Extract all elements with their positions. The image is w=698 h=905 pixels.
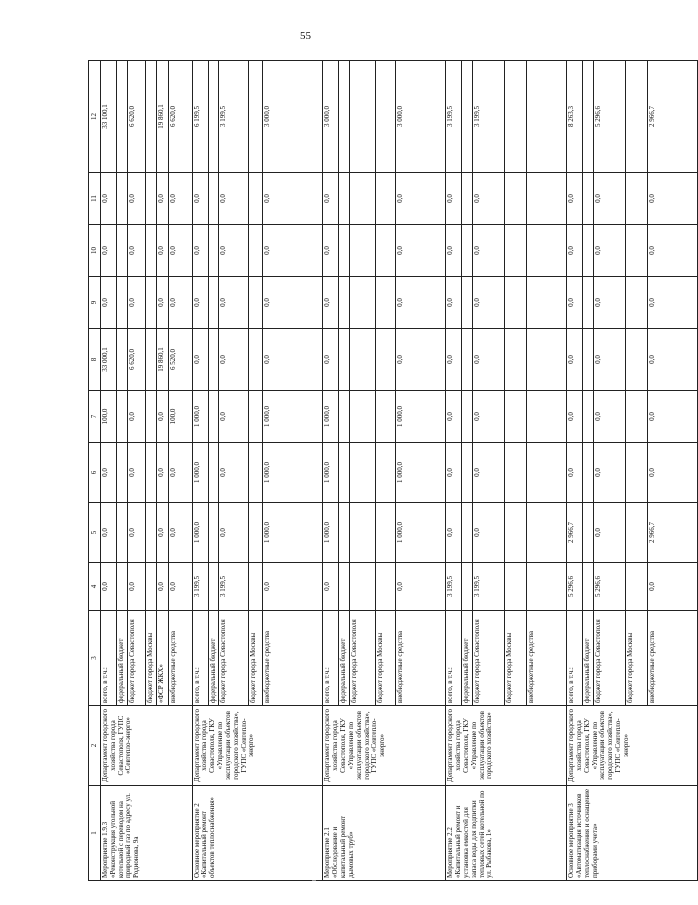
value-cell	[117, 503, 128, 563]
value-cell: 0,0	[192, 329, 208, 391]
value-cell: 1 000,0	[263, 443, 323, 503]
value-cell: 0,0	[567, 391, 583, 443]
value-cell: 0,0	[127, 443, 145, 503]
value-cell: 0,0	[263, 277, 323, 329]
value-cell: 0,0	[263, 225, 323, 277]
value-cell: 0,0	[647, 329, 697, 391]
value-cell	[249, 503, 263, 563]
value-cell	[625, 173, 647, 225]
header-cell: 9	[89, 277, 101, 329]
value-cell	[249, 443, 263, 503]
header-cell: 12	[89, 61, 101, 173]
value-cell	[505, 391, 527, 443]
value-cell	[583, 443, 594, 503]
value-cell: 3 000,0	[263, 61, 323, 173]
funding-source: бюджет города Севастополя	[593, 611, 625, 706]
value-cell	[339, 391, 350, 443]
value-cell	[505, 277, 527, 329]
value-cell: 0,0	[323, 329, 339, 391]
value-cell: 1 000,0	[396, 391, 446, 443]
value-cell	[505, 563, 527, 611]
value-cell	[527, 329, 567, 391]
value-cell	[505, 225, 527, 277]
value-cell	[505, 173, 527, 225]
value-cell: 0,0	[101, 563, 117, 611]
value-cell: 3 199,5	[219, 563, 249, 611]
value-cell: 1 000,0	[263, 503, 323, 563]
value-cell: 0,0	[156, 503, 168, 563]
value-cell: 0,0	[593, 443, 625, 503]
value-cell	[350, 329, 376, 391]
value-cell: 3 199,5	[446, 61, 462, 173]
table-row	[446, 61, 462, 881]
value-cell: 0,0	[101, 173, 117, 225]
value-cell	[376, 503, 396, 563]
value-cell	[527, 443, 567, 503]
value-cell: 0,0	[446, 329, 462, 391]
value-cell	[625, 225, 647, 277]
value-cell: 0,0	[168, 277, 192, 329]
funding-source: федеральный бюджет	[208, 611, 219, 706]
table-row	[323, 61, 339, 881]
value-cell: 0,0	[446, 503, 462, 563]
value-cell: 2 966,7	[647, 61, 697, 173]
value-cell	[625, 277, 647, 329]
value-cell	[583, 61, 594, 173]
value-cell	[117, 173, 128, 225]
value-cell	[625, 391, 647, 443]
value-cell	[462, 277, 473, 329]
value-cell: 3 199,5	[192, 563, 208, 611]
value-cell	[505, 329, 527, 391]
value-cell: 3 199,5	[473, 61, 505, 173]
activity-name: Основное мероприятие 3 «Автоматизация источников теплоснабжения и оснащение приборами учета»	[567, 786, 698, 881]
value-cell: 0,0	[647, 563, 697, 611]
value-cell: 0,0	[446, 225, 462, 277]
value-cell	[339, 563, 350, 611]
activity-name: Основное мероприятие 2 «Капитальный ремонт объектов теплоснабжения»	[192, 786, 323, 881]
value-cell	[145, 225, 156, 277]
value-cell: 0,0	[219, 277, 249, 329]
value-cell: 5 296,6	[593, 563, 625, 611]
value-cell: 0,0	[323, 173, 339, 225]
value-cell	[462, 225, 473, 277]
value-cell: 1 000,0	[192, 503, 208, 563]
value-cell	[462, 173, 473, 225]
value-cell: 6 520,0	[168, 329, 192, 391]
header-cell: 5	[89, 503, 101, 563]
value-cell	[462, 563, 473, 611]
value-cell: 0,0	[219, 173, 249, 225]
value-cell: 2 966,7	[567, 503, 583, 563]
value-cell: 1 000,0	[323, 443, 339, 503]
value-cell: 0,0	[101, 277, 117, 329]
value-cell: 0,0	[593, 173, 625, 225]
value-cell	[527, 277, 567, 329]
header-cell: 4	[89, 563, 101, 611]
value-cell	[505, 61, 527, 173]
funding-source: федеральный бюджет	[462, 611, 473, 706]
value-cell	[249, 391, 263, 443]
funding-source: бюджет города Севастополя	[127, 611, 145, 706]
value-cell	[527, 503, 567, 563]
value-cell: 1 000,0	[323, 391, 339, 443]
value-cell: 0,0	[156, 391, 168, 443]
value-cell: 5 296,6	[593, 61, 625, 173]
value-cell: 0,0	[219, 443, 249, 503]
value-cell: 0,0	[168, 563, 192, 611]
value-cell: 0,0	[219, 225, 249, 277]
value-cell	[117, 329, 128, 391]
value-cell: 0,0	[263, 329, 323, 391]
header-cell: 6	[89, 443, 101, 503]
value-cell: 0,0	[101, 503, 117, 563]
activity-name: Мероприятие 2.1 «Обследование и капитальный ремонт дымовых труб»	[323, 786, 446, 881]
value-cell	[625, 61, 647, 173]
value-cell	[145, 173, 156, 225]
funding-source: «ФСР ЖКХ»	[156, 611, 168, 706]
value-cell: 3 199,5	[473, 563, 505, 611]
value-cell	[145, 503, 156, 563]
value-cell	[583, 225, 594, 277]
funding-source: бюджет города Севастополя	[350, 611, 376, 706]
value-cell: 100,0	[168, 391, 192, 443]
value-cell: 5 296,6	[567, 563, 583, 611]
funding-source: всего, в т.ч.:	[323, 611, 339, 706]
funding-source: федеральный бюджет	[117, 611, 128, 706]
value-cell: 100,0	[101, 391, 117, 443]
value-cell: 0,0	[168, 443, 192, 503]
value-cell	[583, 277, 594, 329]
value-cell: 1 000,0	[323, 503, 339, 563]
value-cell: 0,0	[219, 503, 249, 563]
value-cell: 0,0	[396, 173, 446, 225]
value-cell: 0,0	[127, 225, 145, 277]
value-cell	[249, 173, 263, 225]
value-cell	[462, 61, 473, 173]
value-cell: 0,0	[168, 173, 192, 225]
value-cell	[249, 277, 263, 329]
value-cell: 0,0	[101, 443, 117, 503]
value-cell: 0,0	[446, 391, 462, 443]
value-cell: 0,0	[263, 173, 323, 225]
value-cell	[145, 443, 156, 503]
value-cell	[376, 277, 396, 329]
value-cell: 0,0	[473, 329, 505, 391]
value-cell	[625, 443, 647, 503]
value-cell	[208, 277, 219, 329]
value-cell: 0,0	[567, 225, 583, 277]
value-cell	[462, 503, 473, 563]
value-cell: 2 966,7	[647, 503, 697, 563]
funding-source: бюджет города Севастополя	[473, 611, 505, 706]
value-cell: 8 263,3	[567, 61, 583, 173]
funding-source: внебюджетные средства	[527, 611, 567, 706]
value-cell: 0,0	[192, 277, 208, 329]
value-cell	[339, 443, 350, 503]
value-cell: 0,0	[593, 329, 625, 391]
value-cell	[583, 503, 594, 563]
value-cell: 0,0	[647, 225, 697, 277]
header-cell: 3	[89, 611, 101, 706]
value-cell: 0,0	[156, 443, 168, 503]
funding-source: внебюджетные средства	[647, 611, 697, 706]
value-cell	[145, 329, 156, 391]
value-cell	[350, 391, 376, 443]
funding-source: внебюджетные средства	[263, 611, 323, 706]
value-cell: 0,0	[219, 329, 249, 391]
page-mark	[312, 880, 316, 881]
value-cell: 6 199,5	[192, 61, 208, 173]
value-cell: 0,0	[473, 503, 505, 563]
executor: Департамент городского хозяйства города Севастополя, ГУПС «Севтепло-энерго»	[101, 706, 193, 786]
value-cell: 0,0	[593, 503, 625, 563]
value-cell: 19 860,1	[156, 61, 168, 173]
executor: Департамент городского хозяйства города Севастополя, ГКУ «Управление по эксплуатации объектов городского хозяйства», ГУПС «Севтепло-энерго»	[192, 706, 323, 786]
header-cell: 10	[89, 225, 101, 277]
value-cell: 0,0	[473, 277, 505, 329]
value-cell	[583, 391, 594, 443]
value-cell	[208, 61, 219, 173]
value-cell: 3 199,5	[446, 563, 462, 611]
value-cell	[350, 61, 376, 173]
value-cell: 0,0	[127, 391, 145, 443]
value-cell	[208, 329, 219, 391]
value-cell: 0,0	[473, 391, 505, 443]
value-cell: 0,0	[156, 225, 168, 277]
value-cell: 0,0	[219, 391, 249, 443]
funding-source: всего, в т.ч.:	[192, 611, 208, 706]
value-cell	[350, 173, 376, 225]
value-cell: 0,0	[446, 443, 462, 503]
value-cell: 0,0	[192, 173, 208, 225]
budget-table	[88, 60, 698, 881]
value-cell	[249, 61, 263, 173]
value-cell: 19 860,1	[156, 329, 168, 391]
value-cell	[350, 277, 376, 329]
value-cell: 6 620,0	[168, 61, 192, 173]
value-cell	[527, 563, 567, 611]
funding-source: бюджет города Москвы	[625, 611, 647, 706]
value-cell	[350, 225, 376, 277]
header-cell: 11	[89, 173, 101, 225]
value-cell	[145, 563, 156, 611]
value-cell: 3 000,0	[396, 61, 446, 173]
funding-source: бюджет города Севастополя	[219, 611, 249, 706]
value-cell: 0,0	[168, 225, 192, 277]
value-cell: 0,0	[647, 173, 697, 225]
value-cell: 0,0	[593, 277, 625, 329]
value-cell: 0,0	[101, 225, 117, 277]
value-cell	[208, 443, 219, 503]
value-cell: 0,0	[567, 173, 583, 225]
value-cell	[376, 329, 396, 391]
value-cell	[339, 277, 350, 329]
value-cell: 0,0	[396, 225, 446, 277]
value-cell: 0,0	[396, 563, 446, 611]
header-cell: 2	[89, 706, 101, 786]
value-cell	[625, 563, 647, 611]
value-cell: 33 100,1	[101, 61, 117, 173]
header-cell: 8	[89, 329, 101, 391]
value-cell: 0,0	[396, 329, 446, 391]
value-cell	[339, 173, 350, 225]
value-cell	[350, 443, 376, 503]
value-cell	[376, 391, 396, 443]
header-cell: 7	[89, 391, 101, 443]
value-cell	[527, 391, 567, 443]
table-row	[192, 61, 208, 881]
activity-name: Мероприятие 2.2 «Капитальный ремонт и установка емкостей для запаса воды для подпитки тепловых сетей котельной по ул. Рыбакова, 1»	[446, 786, 567, 881]
value-cell: 0,0	[567, 443, 583, 503]
funding-source: внебюджетные средства	[168, 611, 192, 706]
value-cell	[527, 225, 567, 277]
value-cell	[527, 173, 567, 225]
value-cell	[462, 391, 473, 443]
funding-source: всего, в т.ч.:	[567, 611, 583, 706]
value-cell	[350, 503, 376, 563]
value-cell	[583, 173, 594, 225]
value-cell: 6 620,0	[127, 61, 145, 173]
value-cell: 33 000,1	[101, 329, 117, 391]
executor: Департамент городского хозяйства города Севастополя, ГКУ «Управление по эксплуатации объектов городского хозяйства», ГУПС «Севтепло-энерго»	[567, 706, 698, 786]
value-cell	[117, 61, 128, 173]
funding-source: всего, в т.ч.:	[101, 611, 117, 706]
value-cell: 0,0	[263, 563, 323, 611]
table-row	[567, 61, 583, 881]
header-row	[89, 61, 101, 881]
value-cell	[505, 443, 527, 503]
funding-source: федеральный бюджет	[339, 611, 350, 706]
value-cell: 0,0	[127, 277, 145, 329]
value-cell: 0,0	[567, 329, 583, 391]
value-cell	[583, 563, 594, 611]
value-cell: 0,0	[156, 173, 168, 225]
value-cell	[208, 391, 219, 443]
value-cell	[376, 225, 396, 277]
value-cell	[145, 391, 156, 443]
value-cell	[462, 443, 473, 503]
value-cell: 0,0	[127, 173, 145, 225]
value-cell: 0,0	[473, 443, 505, 503]
value-cell	[462, 329, 473, 391]
value-cell	[117, 443, 128, 503]
value-cell	[249, 329, 263, 391]
value-cell: 1 000,0	[192, 443, 208, 503]
value-cell	[505, 503, 527, 563]
value-cell	[145, 277, 156, 329]
value-cell: 0,0	[446, 173, 462, 225]
value-cell: 0,0	[127, 563, 145, 611]
value-cell	[376, 443, 396, 503]
executor: Департамент городского хозяйства города Севастополя, ГКУ «Управление по эксплуатации объектов городского хозяйства»	[446, 706, 567, 786]
value-cell	[625, 329, 647, 391]
value-cell: 0,0	[127, 503, 145, 563]
value-cell	[339, 503, 350, 563]
value-cell	[376, 61, 396, 173]
value-cell: 0,0	[323, 277, 339, 329]
value-cell	[625, 503, 647, 563]
value-cell: 0,0	[192, 225, 208, 277]
activity-name: Мероприятие 1.9.3 «Реконструкция угольной котельной с переводом на природный газ по адресу ул. Родионова, 9а	[101, 786, 193, 881]
value-cell: 0,0	[323, 225, 339, 277]
value-cell: 0,0	[473, 173, 505, 225]
executor: Департамент городского хозяйства города Севастополя, ГКУ «Управление по эксплуатации объектов городского хозяйства», ГУПС «Севтепло-энерго»	[323, 706, 446, 786]
value-cell	[339, 225, 350, 277]
page-number: 55	[300, 30, 311, 42]
table-body	[101, 61, 698, 881]
value-cell: 0,0	[156, 277, 168, 329]
value-cell	[249, 563, 263, 611]
value-cell: 0,0	[567, 277, 583, 329]
value-cell	[117, 391, 128, 443]
value-cell	[350, 563, 376, 611]
funding-source: федеральный бюджет	[583, 611, 594, 706]
value-cell	[208, 225, 219, 277]
funding-source: бюджет города Москвы	[145, 611, 156, 706]
value-cell: 0,0	[647, 443, 697, 503]
value-cell: 0,0	[647, 391, 697, 443]
value-cell	[208, 503, 219, 563]
header-cell: 1	[89, 786, 101, 881]
funding-source: бюджет города Москвы	[376, 611, 396, 706]
funding-source: бюджет города Москвы	[249, 611, 263, 706]
value-cell	[208, 173, 219, 225]
value-cell	[339, 329, 350, 391]
value-cell	[583, 329, 594, 391]
value-cell	[117, 225, 128, 277]
value-cell: 0,0	[647, 277, 697, 329]
value-cell: 3 199,5	[219, 61, 249, 173]
value-cell	[117, 563, 128, 611]
value-cell	[145, 61, 156, 173]
funding-source: бюджет города Москвы	[505, 611, 527, 706]
value-cell: 0,0	[323, 563, 339, 611]
value-cell: 0,0	[396, 277, 446, 329]
table-row	[101, 61, 117, 881]
funding-source: внебюджетные средства	[396, 611, 446, 706]
value-cell: 1 000,0	[396, 503, 446, 563]
value-cell: 0,0	[446, 277, 462, 329]
value-cell	[527, 61, 567, 173]
value-cell: 1 000,0	[396, 443, 446, 503]
value-cell: 6 620,0	[127, 329, 145, 391]
value-cell: 0,0	[156, 563, 168, 611]
value-cell	[339, 61, 350, 173]
value-cell: 0,0	[593, 391, 625, 443]
value-cell: 0,0	[473, 225, 505, 277]
value-cell: 0,0	[593, 225, 625, 277]
value-cell	[376, 173, 396, 225]
value-cell: 1 000,0	[263, 391, 323, 443]
value-cell: 1 000,0	[192, 391, 208, 443]
funding-source: всего, в т.ч.:	[446, 611, 462, 706]
value-cell: 3 000,0	[323, 61, 339, 173]
value-cell: 0,0	[168, 503, 192, 563]
value-cell	[249, 225, 263, 277]
rotated-table	[88, 61, 656, 881]
value-cell	[376, 563, 396, 611]
rotated-table-frame	[88, 61, 656, 881]
value-cell	[117, 277, 128, 329]
value-cell	[208, 563, 219, 611]
